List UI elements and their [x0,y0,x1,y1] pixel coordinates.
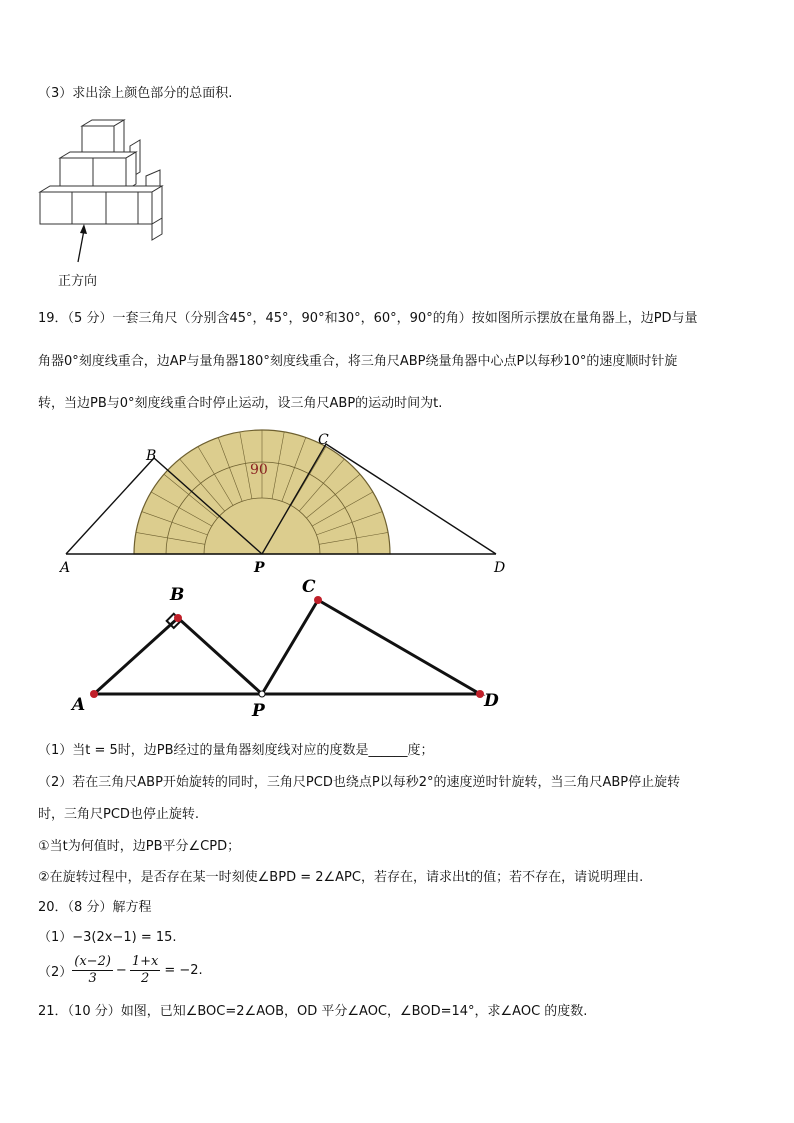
fraction-1-num: (x−2) [74,954,111,969]
q19-sub2a: （2）若在三角尺ABP开始旋转的同时，三角尺PCD也绕点P以每秒2°的速度逆时针旋转，当三角尺ABP停止旋转 [38,775,681,790]
point-c [314,596,322,604]
protractor-figure [54,428,534,578]
triangle-pcd [262,600,480,694]
point-d [476,690,484,698]
label-a: A [72,695,86,715]
point-b [174,614,182,622]
q21-text: 21．（10 分）如图，已知∠BOC=2∠AOB，OD 平分∠AOC，∠BOD=14°，求∠AOC 的度数. [38,1004,588,1019]
q20-eq2-prefix: （2） [38,964,73,980]
fraction-2 [130,954,161,986]
eq2-rhs: = −2. [164,962,203,978]
protractor-90-mark: 90 [250,462,268,478]
triangles-diagram [64,576,524,726]
point-p [259,691,265,697]
q18-part3-text: （3）求出涂上颜色部分的总面积. [38,86,233,101]
triangle-abp [94,618,262,694]
q20-eq2 [38,954,203,986]
fraction-2-den: 2 [140,970,150,986]
q19-sub2d: ②在旋转过程中，是否存在某一时刻使∠BPD = 2∠APC，若存在，请求出t的值；若不存在，请说明理由. [38,870,644,885]
q19-line2: 角器0°刻度线重合，边AP与量角器180°刻度线重合，将三角尺ABP绕量角器中心点P以每秒10°的速度顺时针旋 [38,354,678,369]
q19-sub1: （1）当t = 5时，边PB经过的量角器刻度线对应的度数是______度； [38,743,434,758]
label-c: C [302,577,316,597]
label-d-top: D [494,560,506,576]
label-b-top: B [146,448,157,464]
q20-eq1: （1）−3(2x−1) = 15. [38,930,177,945]
label-b: B [170,585,185,605]
q19-sub2b: 时，三角尺PCD也停止旋转. [38,807,200,822]
label-c-top: C [318,432,329,448]
cube-caption: 正方向 [58,274,98,289]
cube-stack-figure [36,112,176,287]
label-a-top: A [60,560,71,576]
q19-line1: 19．（5 分）一套三角尺（分别含45°，45°，90°和30°，60°，90°的角）按如图所示摆放在量角器上，边PD与量 [38,311,698,326]
point-a [90,690,98,698]
label-d: D [484,691,499,711]
fraction-1 [72,954,113,986]
label-p: P [252,701,265,721]
minus-sign: − [115,962,127,978]
label-p-top: P [254,560,265,576]
fraction-2-num: 1+x [131,954,159,969]
fraction-1-den: 3 [88,970,97,986]
q19-sub2c: ①当t为何值时，边PB平分∠CPD； [38,839,241,854]
q19-line3: 转，当边PB与0°刻度线重合时停止运动，设三角尺ABP的运动时间为t. [38,396,443,411]
q20-title: 20．（8 分）解方程 [38,900,152,915]
